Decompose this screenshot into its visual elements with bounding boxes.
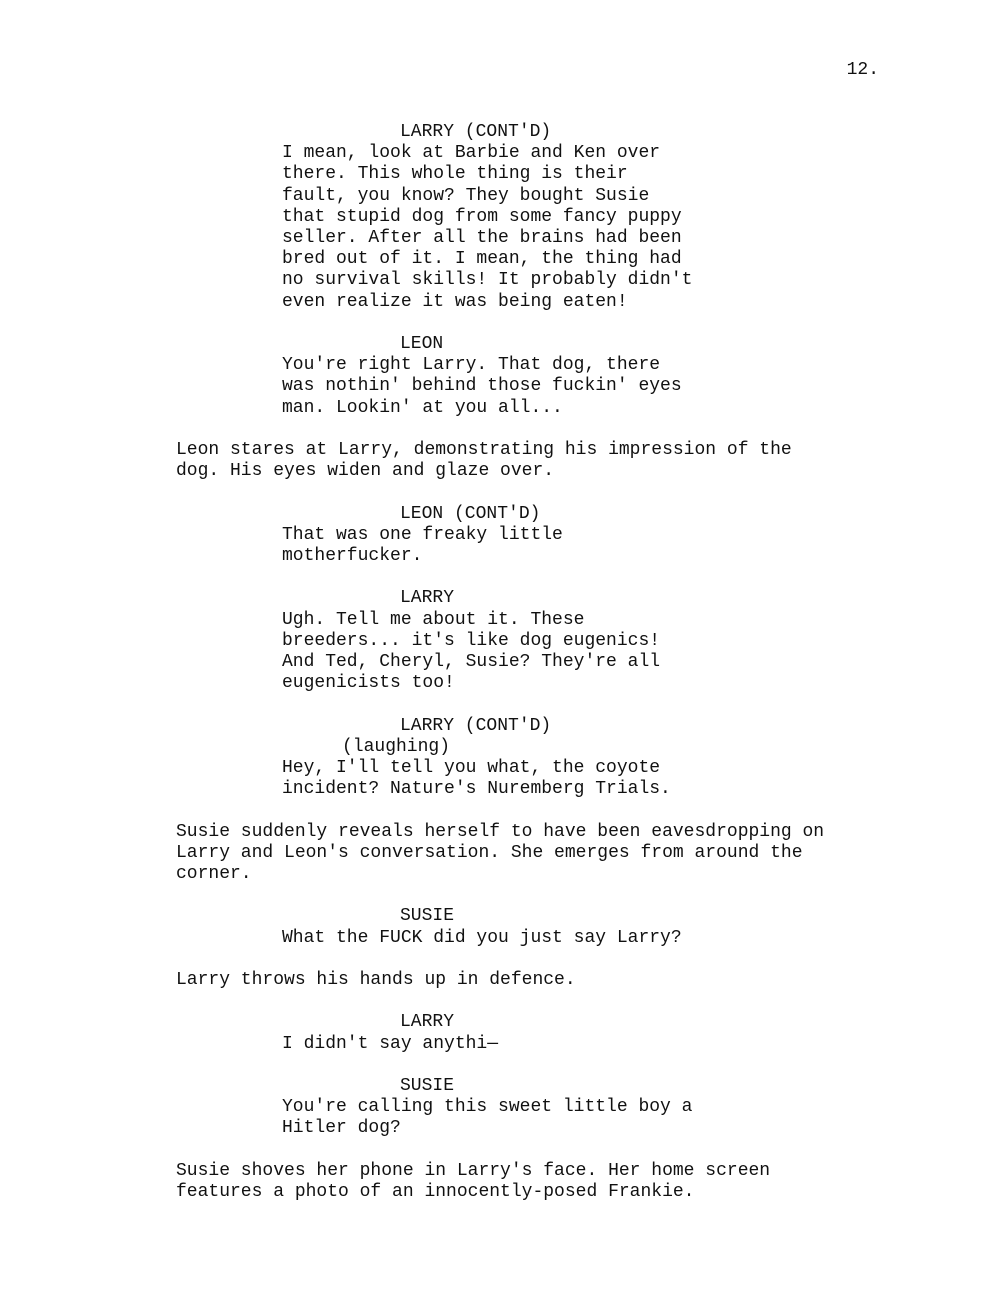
character-cue: LARRY: [400, 588, 455, 609]
dialogue: I mean, look at Barbie and Ken over there. This whole thing is their fault, you know? They bought Susie that stupid dog from some fancy puppy seller. After all the brains had been bred out of it. I mean, the thing had no survival skills! It probably didn't even realize it was being eaten!: [282, 143, 693, 312]
page-number: 12.: [846, 60, 879, 80]
action-line: Leon stares at Larry, demonstrating his impression of the dog. His eyes widen and glaze over.: [176, 440, 792, 482]
action-line: Susie suddenly reveals herself to have been eavesdropping on Larry and Leon's conversation. She emerges from around the corner.: [176, 821, 825, 885]
action-line: Larry throws his hands up in defence.: [176, 970, 576, 990]
character-cue: SUSIE: [400, 1075, 455, 1096]
character-cue: LARRY (CONT'D): [400, 715, 552, 736]
character-cue: LARRY (CONT'D): [400, 122, 552, 142]
character-cue: LEON: [400, 334, 444, 355]
dialogue: Hey, I'll tell you what, the coyote incident? Nature's Nuremberg Trials.: [282, 758, 671, 800]
dialogue: You're right Larry. That dog, there was nothin' behind those fuckin' eyes man. Lookin' at you all...: [282, 355, 682, 418]
script-body: [176, 122, 936, 1203]
dialogue: What the FUCK did you just say Larry?: [282, 927, 682, 948]
character-cue: LEON (CONT'D): [400, 503, 541, 524]
action-line: Susie shoves her phone in Larry's face. Her home screen features a photo of an innocently-posed Frankie.: [176, 1160, 771, 1202]
parenthetical: (laughing): [342, 736, 451, 757]
dialogue: You're calling this sweet little boy a Hitler dog?: [282, 1097, 693, 1139]
dialogue: That was one freaky little motherfucker.: [282, 524, 563, 567]
character-cue: SUSIE: [400, 906, 455, 927]
dialogue: I didn't say anythi—: [282, 1033, 499, 1054]
dialogue: Ugh. Tell me about it. These breeders... it's like dog eugenics! And Ted, Cheryl, Susie? They're all eugenicists too!: [282, 609, 661, 694]
character-cue: LARRY: [400, 1012, 455, 1033]
